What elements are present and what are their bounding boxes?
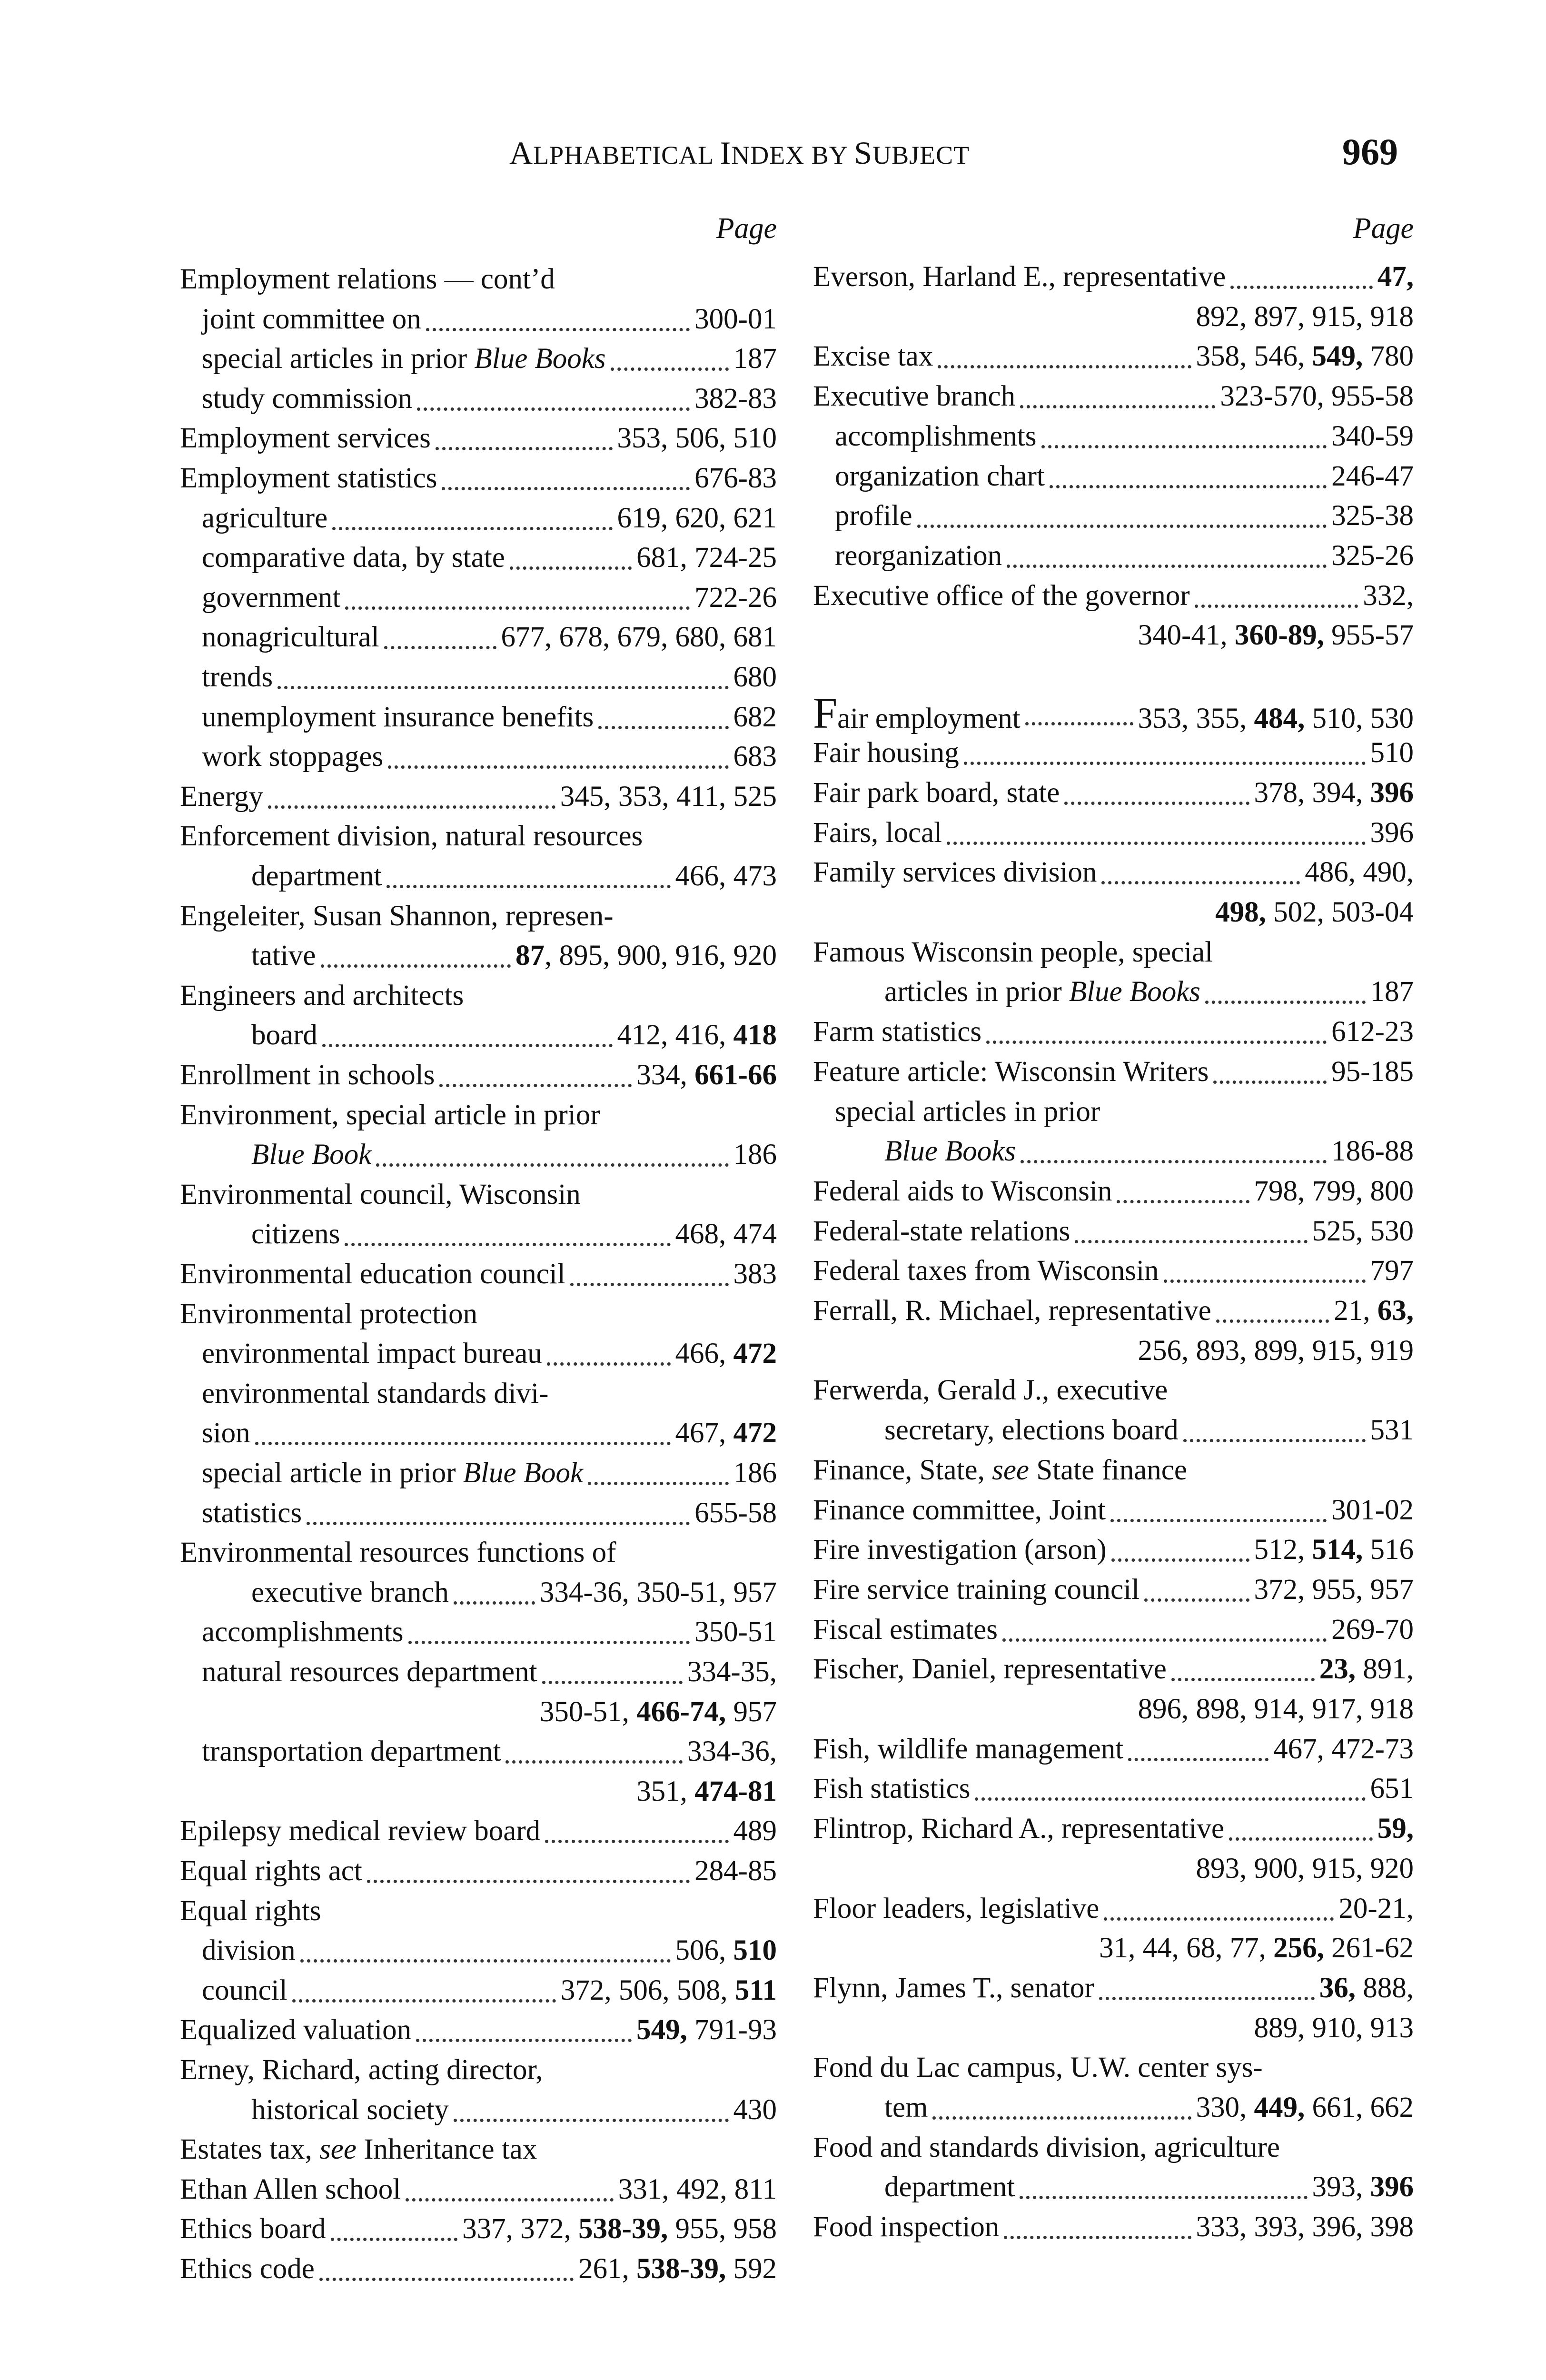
page-refs: 23, 891, [1319,1653,1414,1686]
index-entry-line: department 466, 473 [251,856,777,896]
dot-leader [384,646,496,649]
dot-leader [611,367,729,371]
dot-leader [598,726,728,729]
index-entry-line: Enforcement division, natural resources [180,820,643,853]
index-entry-line: Environment, special article in prior [180,1099,600,1131]
dot-leader [321,964,511,968]
dot-leader [588,1482,728,1485]
dot-leader [1021,1160,1327,1163]
page-refs: 337, 372, 538-39, 955, 958 [462,2213,777,2245]
index-entry-line: 350-51, 466-74, 957 [539,1696,777,1728]
dot-leader [255,1442,671,1445]
dot-leader [300,1959,671,1963]
dot-leader [505,1760,682,1764]
dot-leader [416,2039,632,2042]
page-refs: 393, 396 [1312,2171,1414,2203]
dot-leader [1205,1001,1365,1004]
index-entry-line: Floor leaders, legislative 20-21, [813,1889,1414,1928]
page-number: 969 [1342,131,1398,172]
index-entry-line: Flynn, James T., senator 36, 888, [813,1968,1414,2008]
index-entry-line: Epilepsy medical review board 489 [180,1811,777,1851]
index-entry-line: Engineers and architects [180,979,464,1012]
index-entry-line: study commission 382-83 [202,379,777,418]
dot-leader [975,1797,1365,1801]
dot-leader [1041,445,1327,448]
page-refs: 95-185 [1331,1055,1414,1088]
index-entry-line: 31, 44, 68, 77, 256, 261-62 [1099,1932,1414,1964]
index-entry-line: Ethan Allen school 331, 492, 811 [180,2170,777,2209]
page-refs: 246-47 [1331,460,1414,492]
page-refs: 186 [733,1139,777,1171]
index-entry-line: government 722-26 [202,578,777,617]
dot-leader [322,1044,613,1047]
page-column-label: Page [716,212,777,245]
index-entry-line: Federal taxes from Wisconsin 797 [813,1251,1414,1290]
index-entry-line: Equalized valuation 549, 791-93 [180,2010,777,2050]
index-entry-line: Blue Books 186-88 [884,1131,1414,1171]
page-refs: 334-36, [687,1735,777,1768]
page-refs: 676-83 [694,462,777,494]
index-entry-line: executive branch 334-36, 350-51, 957 [251,1573,777,1612]
page-refs: 59, [1377,1813,1414,1845]
index-entry-line: Executive office of the governor 332, [813,576,1414,615]
page-refs: 722-26 [694,581,777,614]
index-entry-line: Fair housing 510 [813,733,1414,773]
page-refs: 466, 472 [675,1338,777,1370]
index-entry-line: Flintrop, Richard A., representative 59, [813,1809,1414,1848]
page-refs: 506, 510 [675,1934,777,1967]
index-entry-line: accomplishments 350-51 [202,1612,777,1652]
index-entry-line: Federal aids to Wisconsin 798, 799, 800 [813,1171,1414,1211]
page-refs: 396 [1370,816,1414,849]
dot-leader [454,1601,535,1605]
page-refs: 353, 355, 484, 510, 530 [1138,702,1414,734]
dot-leader [1195,605,1358,608]
dot-leader [454,2119,728,2122]
dot-leader [426,328,690,331]
index-entry-line: Fiscal estimates 269-70 [813,1610,1414,1649]
dot-leader [545,1840,728,1843]
index-entry-line: Fish statistics 651 [813,1769,1414,1808]
index-entry-line: Family services division 486, 490, [813,853,1414,892]
index-entry-line: Ethics code 261, 538-39, 592 [180,2249,777,2289]
index-entry-line: division 506, 510 [202,1931,777,1970]
dot-leader [542,1681,683,1684]
index-entry-line: joint committee on 300-01 [202,299,777,339]
index-entry-line: citizens 468, 474 [251,1214,777,1254]
page-refs: 325-38 [1331,500,1414,532]
index-entry-line: Finance committee, Joint 301-02 [813,1490,1414,1530]
index-entry-line: Fish, wildlife management 467, 472-73 [813,1729,1414,1769]
dot-leader [331,2238,458,2241]
dot-leader [386,885,670,888]
index-entry-line: 256, 893, 899, 915, 919 [1138,1334,1414,1367]
index-entry-line: trends 680 [202,657,777,697]
page-refs: 47, [1377,261,1414,293]
index-entry-line: statistics 655-58 [202,1493,777,1533]
page-refs: 486, 490, [1305,856,1414,889]
index-entry-line: Excise tax 358, 546, 549, 780 [813,337,1414,376]
page-refs: 261, 538-39, 592 [578,2253,777,2285]
running-header [0,131,1546,182]
page-refs: 301-02 [1331,1494,1414,1526]
page-refs: 430 [733,2093,777,2126]
index-entry-line: Fairs, local 396 [813,813,1414,853]
index-entry-line: 893, 900, 915, 920 [1196,1852,1414,1884]
index-entry-line: Fond du Lac campus, U.W. center sys- [813,2052,1263,2084]
index-entry-line: Food and standards division, agriculture [813,2131,1280,2163]
index-entry-line: special articles in prior Blue Books 187 [202,339,777,378]
page-refs: 525, 530 [1312,1215,1414,1247]
index-entry-line: natural resources department 334-35, [202,1652,777,1692]
index-entry-line: special article in prior Blue Book 186 [202,1453,777,1493]
dot-leader [376,1163,728,1167]
page-refs: 325-26 [1331,539,1414,572]
index-entry-line: Fischer, Daniel, representative 23, 891, [813,1649,1414,1689]
page-refs: 489 [733,1815,777,1847]
dot-leader [1002,1638,1327,1642]
index-entry-line: nonagricultural 677, 678, 679, 680, 681 [202,617,777,657]
dot-leader [1004,2236,1191,2239]
dot-leader [917,525,1327,528]
page-refs: 468, 474 [675,1218,777,1250]
dot-leader [1099,1997,1315,2000]
page-refs: 323-570, 955-58 [1220,380,1414,413]
page-refs: 21, 63, [1334,1295,1414,1327]
dot-leader [1064,802,1249,805]
dot-leader [1117,1200,1249,1203]
index-entry-line: environmental impact bureau 466, 472 [202,1334,777,1373]
index-entry-line: Feature article: Wisconsin Writers 95-185 [813,1052,1414,1091]
index-entry-line: Fair employment 353, 355, 484, 510, 530 [813,688,1414,737]
dot-leader [947,842,1365,845]
dot-leader [932,2116,1191,2120]
dot-leader [964,762,1366,765]
page-column-label: Page [1353,212,1414,245]
index-entry-line: Environmental education council 383 [180,1254,777,1294]
dot-leader [1020,2196,1307,2199]
index-entry-line: 896, 898, 914, 917, 918 [1138,1693,1414,1725]
dot-leader [1183,1439,1366,1442]
index-entry-line: Finance, State, see State finance [813,1454,1187,1486]
index-entry-line: Ferwerda, Gerald J., executive [813,1374,1168,1407]
page-refs: 345, 353, 411, 525 [560,780,777,813]
index-entry-line: agriculture 619, 620, 621 [202,498,777,538]
page-refs: 333, 393, 396, 398 [1196,2211,1414,2243]
index-entry-line: Food inspection 333, 393, 396, 398 [813,2207,1414,2247]
page-refs: 655-58 [694,1497,777,1529]
dot-leader [1104,1917,1334,1921]
index-entry-line: 351, 474-81 [636,1775,777,1807]
dot-leader [1111,1558,1249,1562]
index-entry-line: board 412, 416, 418 [251,1015,777,1055]
page-refs: 378, 394, 396 [1254,776,1414,809]
page-refs: 619, 620, 621 [617,502,777,534]
dot-leader [277,686,728,689]
page-refs: 683 [733,741,777,773]
page-refs: 510 [1370,737,1414,769]
dot-leader [938,365,1191,368]
page-refs: 651 [1370,1773,1414,1805]
page-refs: 269-70 [1331,1613,1414,1646]
index-entry-line: Employment relations — cont’d [180,263,555,295]
page-refs: 331, 492, 811 [618,2173,777,2205]
index-entry-line: tative 87, 895, 900, 916, 920 [251,936,777,975]
index-entry-line: sion 467, 472 [202,1413,777,1453]
index-entry-line: Equal rights act 284-85 [180,1851,777,1891]
page-refs: 20-21, [1338,1892,1414,1924]
index-entry-line: Engeleiter, Susan Shannon, represen- [180,900,614,932]
dot-leader [332,527,612,530]
page-refs: 334, 661-66 [636,1059,777,1091]
page-refs: 797 [1370,1255,1414,1287]
page-refs: 187 [1370,976,1414,1008]
page-refs: 186 [733,1457,777,1489]
page-refs: 358, 546, 549, 780 [1196,340,1414,373]
page-refs: 680 [733,661,777,693]
dot-leader [1025,722,1133,725]
index-entry-line: work stoppages 683 [202,737,777,776]
page-refs: 412, 416, 418 [617,1019,777,1051]
page-refs: 512, 514, 516 [1254,1534,1414,1566]
index-entry-line: environmental standards divi- [202,1377,549,1409]
dot-leader [1101,881,1300,884]
page-refs: 350-51 [694,1616,777,1648]
dot-leader [986,1041,1327,1044]
index-entry-line: Fire service training council 372, 955, 957 [813,1570,1414,1609]
dot-leader [1050,485,1327,488]
dot-leader [1020,405,1215,408]
dot-leader [292,1999,556,2003]
index-entry-line: organization chart 246-47 [835,456,1414,496]
dot-leader [1075,1240,1307,1243]
page-refs: 340-59 [1331,420,1414,452]
index-entry-line: Blue Book 186 [251,1135,777,1174]
index-entry-line: Estates tax, see Inheritance tax [180,2133,537,2166]
dot-leader [307,1522,690,1525]
page-refs: 372, 506, 508, 511 [560,1974,777,2006]
page-refs: 353, 506, 510 [617,422,777,455]
index-entry-line: 340-41, 360-89, 955-57 [1138,619,1414,652]
dot-leader [1213,1081,1327,1084]
dot-leader [406,2198,614,2202]
page-refs: 300-01 [694,303,777,335]
dot-leader [1229,1837,1373,1841]
page-refs: 677, 678, 679, 680, 681 [501,621,777,654]
index-entry-line: Employment services 353, 506, 510 [180,418,777,458]
dot-leader [417,407,690,411]
page-refs: 467, 472-73 [1273,1733,1414,1765]
index-entry-line: Ethics board 337, 372, 538-39, 955, 958 [180,2209,777,2249]
index-entry-line: Environmental protection [180,1298,478,1330]
page-refs: 467, 472 [675,1417,777,1449]
page-refs: 36, 888, [1319,1972,1414,2004]
dot-leader [345,1243,670,1246]
index-entry-line: secretary, elections board 531 [884,1410,1414,1450]
page-refs: 186-88 [1331,1135,1414,1168]
page-refs: 187 [733,343,777,375]
dot-leader [1110,1519,1327,1522]
index-entry-line: profile 325-38 [835,496,1414,536]
index-entry-line: accomplishments 340-59 [835,416,1414,456]
index-entry-line: department 393, 396 [884,2167,1414,2207]
dot-leader [442,487,690,490]
page-refs: 531 [1370,1414,1414,1447]
index-entry-line: Fair park board, state 378, 394, 396 [813,773,1414,813]
page-refs: 332, [1363,579,1414,612]
page-refs: 330, 449, 661, 662 [1196,2092,1414,2123]
index-entry-line: tem 330, 449, 661, 662 [884,2088,1414,2127]
index-entry-line: reorganization 325-26 [835,536,1414,575]
index-entry-line: Equal rights [180,1894,321,1927]
index-entry-line: Energy 345, 353, 411, 525 [180,777,777,816]
page-refs: 372, 955, 957 [1254,1573,1414,1606]
index-entry-line: special articles in prior [835,1095,1100,1128]
index-entry-line: council 372, 506, 508, 511 [202,1971,777,2010]
dot-leader [268,805,555,809]
page-refs: 284-85 [694,1855,777,1887]
page-refs: 549, 791-93 [636,2014,777,2046]
dot-leader [1171,1678,1315,1681]
index-entry-line: Erney, Richard, acting director, [180,2054,543,2086]
page-refs: 682 [733,701,777,733]
dot-leader [510,566,632,570]
page-refs: 87, 895, 900, 916, 920 [515,940,777,972]
index-entry-line: Executive branch 323-570, 955-58 [813,377,1414,416]
index-entry-line: articles in prior Blue Books 187 [884,972,1414,1012]
page-refs: 382-83 [694,382,777,415]
page-refs: 798, 799, 800 [1254,1175,1414,1207]
index-entry-line: Fire investigation (arson) 512, 514, 516 [813,1530,1414,1569]
index-entry-line: comparative data, by state 681, 724-25 [202,538,777,577]
page-refs: 334-36, 350-51, 957 [539,1576,777,1608]
index-entry-line: Farm statistics 612-23 [813,1012,1414,1051]
index-entry-line: Everson, Harland E., representative 47, [813,257,1414,297]
page-refs: 334-35, [687,1656,777,1688]
dot-leader [345,606,690,610]
dot-leader [1164,1279,1366,1283]
index-entry-line: 889, 910, 913 [1254,2012,1414,2044]
index-entry-line: unemployment insurance benefits 682 [202,697,777,737]
page-refs: 466, 473 [675,860,777,892]
dot-leader [1128,1758,1269,1761]
index-entry-line: Enrollment in schools 334, 661-66 [180,1055,777,1095]
index-entry-line: 498, 502, 503-04 [1215,896,1414,928]
dot-leader [367,1880,690,1883]
dot-leader [547,1362,671,1366]
dot-leader [439,1084,632,1087]
index-entry-line: Employment statistics 676-83 [180,458,777,498]
index-entry-line: Environmental resources functions of [180,1537,616,1569]
page-refs: 612-23 [1331,1016,1414,1048]
dot-leader [1007,565,1327,568]
index-entry-line: Federal-state relations 525, 530 [813,1211,1414,1251]
running-title: ALPHABETICAL INDEX BY SUBJECT [509,135,970,171]
index-entry-line: Famous Wisconsin people, special [813,936,1213,968]
dot-leader [1230,286,1373,289]
dot-leader [570,1283,729,1286]
index-entry-line: 892, 897, 915, 918 [1196,300,1414,333]
index-entry-line: Ferrall, R. Michael, representative 21, 63, [813,1291,1414,1330]
dot-leader [1144,1598,1249,1602]
index-entry-line: Environmental council, Wisconsin [180,1178,581,1210]
dot-leader [319,2278,574,2281]
dot-leader [436,447,613,450]
page-refs: 383 [733,1258,777,1290]
dot-leader [1216,1319,1329,1323]
page-refs: 681, 724-25 [636,542,777,574]
index-entry-line: historical society 430 [251,2090,777,2130]
dot-leader [408,1641,690,1644]
dot-leader [388,765,728,769]
index-entry-line: transportation department 334-36, [202,1732,777,1771]
